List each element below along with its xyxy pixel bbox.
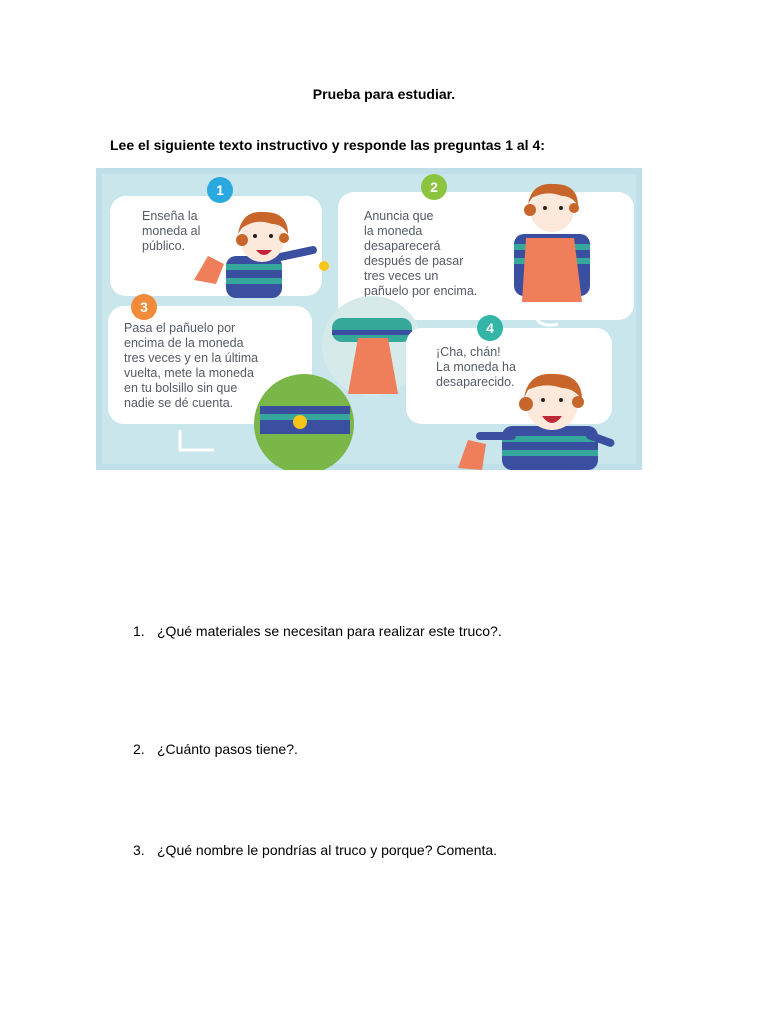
question-number: 1.: [133, 623, 145, 639]
magic-trick-illustration: [96, 168, 642, 470]
question-text: ¿Cuánto pasos tiene?.: [157, 741, 298, 757]
question-3: [133, 842, 497, 858]
question-1: [133, 623, 502, 639]
step-1-text: Enseña la moneda al público.: [142, 209, 201, 253]
step-1-number: 1: [216, 182, 224, 198]
instruction-text: Lee el siguiente texto instructivo y responde las preguntas 1 al 4:: [110, 137, 545, 153]
step-3-text: Pasa el pañuelo por encima de la moneda tres veces y en la última vuelta, mete la moneda en tu bolsillo sin que nadie se dé cuenta.: [124, 321, 259, 410]
question-number: 2.: [133, 741, 145, 757]
question-text: ¿Qué materiales se necesitan para realizar este truco?.: [157, 623, 502, 639]
step-2-text: Anuncia que la moneda desaparecerá después de pasar tres veces un pañuelo por encima.: [364, 209, 478, 298]
step-4-text: ¡Cha, chán! La moneda ha desaparecido.: [436, 345, 516, 389]
coin-icon: [319, 261, 329, 271]
question-2: [133, 741, 298, 757]
step-2-number: 2: [430, 179, 438, 195]
question-number: 3.: [133, 842, 145, 858]
step-4-number: 4: [486, 320, 494, 336]
question-text: ¿Qué nombre le pondrías al truco y porque? Comenta.: [157, 842, 498, 858]
step-3-number: 3: [140, 299, 148, 315]
page-title: Prueba para estudiar.: [312, 86, 456, 102]
coin-icon: [293, 415, 307, 429]
